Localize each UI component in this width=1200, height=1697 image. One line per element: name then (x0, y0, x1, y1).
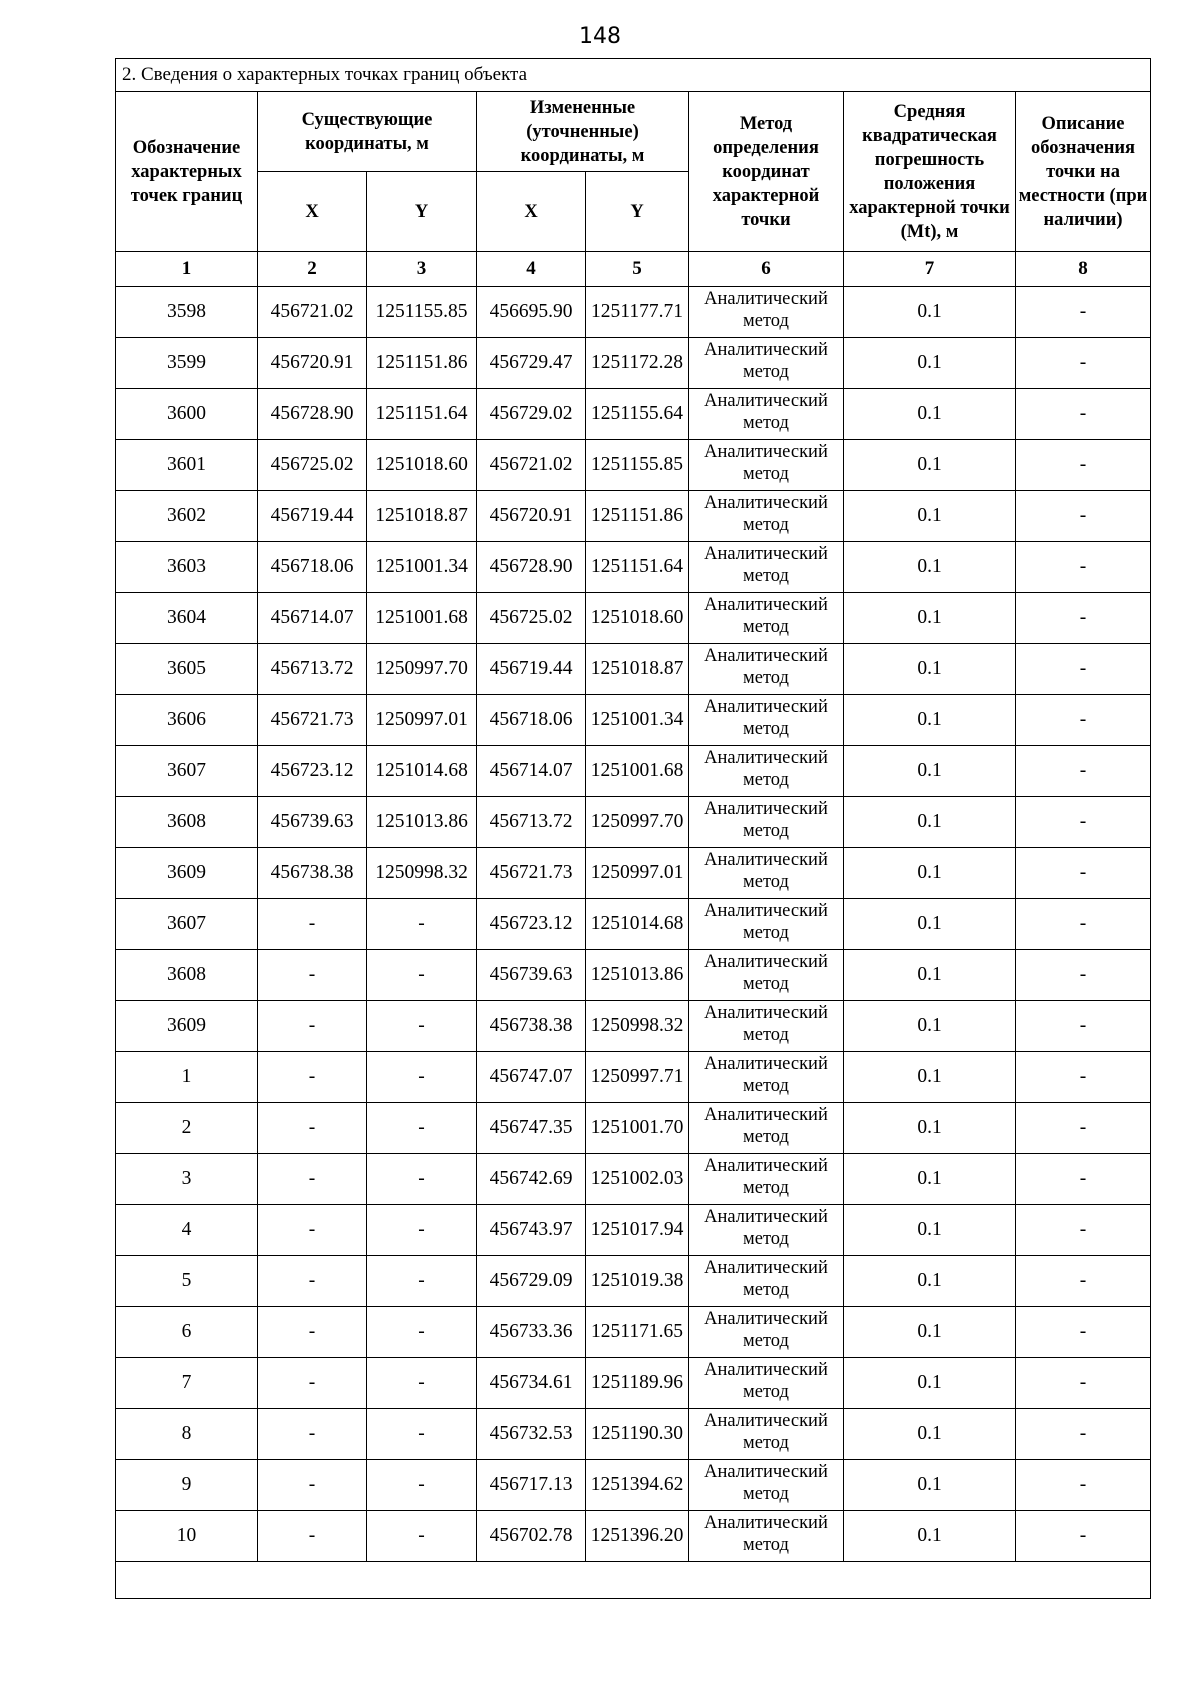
method-cell (689, 695, 844, 746)
method-line-1: Аналитический (704, 340, 828, 360)
method-cell (689, 1154, 844, 1205)
description-cell: - (1016, 848, 1151, 899)
existing-x-cell: 456721.02 (258, 287, 367, 338)
changed-x-cell: 456747.35 (477, 1103, 586, 1154)
point-cell: 3608 (116, 797, 258, 848)
existing-x-cell: - (258, 950, 367, 1001)
method-line-1: Аналитический (704, 901, 828, 921)
method-line-1: Аналитический (704, 1360, 828, 1380)
existing-y-cell: - (367, 950, 477, 1001)
accuracy-cell: 0.1 (844, 1154, 1016, 1205)
changed-x-cell: 456728.90 (477, 542, 586, 593)
accuracy-cell: 0.1 (844, 542, 1016, 593)
method-line-2: метод (743, 617, 789, 637)
description-cell: - (1016, 1307, 1151, 1358)
existing-x-cell: - (258, 1460, 367, 1511)
method-cell (689, 593, 844, 644)
method-cell (689, 1205, 844, 1256)
method-line-1: Аналитический (704, 1156, 828, 1176)
existing-y-cell: 1251001.34 (367, 542, 477, 593)
description-cell: - (1016, 1409, 1151, 1460)
method-line-2: метод (743, 1331, 789, 1351)
existing-y-cell: 1251014.68 (367, 746, 477, 797)
changed-x-cell: 456713.72 (477, 797, 586, 848)
description-cell: - (1016, 1511, 1151, 1562)
changed-y-cell: 1251171.65 (586, 1307, 689, 1358)
description-cell: - (1016, 542, 1151, 593)
column-number: 6 (689, 252, 844, 287)
existing-x-cell: 456714.07 (258, 593, 367, 644)
existing-y-cell: - (367, 1460, 477, 1511)
method-line-2: метод (743, 974, 789, 994)
accuracy-cell: 0.1 (844, 1256, 1016, 1307)
description-cell: - (1016, 1460, 1151, 1511)
description-cell: - (1016, 440, 1151, 491)
existing-y-cell: 1251151.86 (367, 338, 477, 389)
changed-y-cell: 1251018.60 (586, 593, 689, 644)
accuracy-cell: 0.1 (844, 440, 1016, 491)
header-changed-x: X (477, 172, 586, 252)
existing-y-cell: 1251151.64 (367, 389, 477, 440)
table-row (116, 1511, 1151, 1562)
method-cell (689, 848, 844, 899)
existing-x-cell: - (258, 1256, 367, 1307)
table-row (116, 1307, 1151, 1358)
description-cell: - (1016, 389, 1151, 440)
existing-x-cell: 456713.72 (258, 644, 367, 695)
changed-y-cell: 1251189.96 (586, 1358, 689, 1409)
table-row (116, 848, 1151, 899)
table-row (116, 338, 1151, 389)
method-cell (689, 950, 844, 1001)
existing-y-cell: - (367, 1256, 477, 1307)
changed-y-cell: 1251001.68 (586, 746, 689, 797)
changed-y-cell: 1250998.32 (586, 1001, 689, 1052)
table-row (116, 1154, 1151, 1205)
method-line-2: метод (743, 1025, 789, 1045)
method-cell (689, 491, 844, 542)
existing-y-cell: - (367, 1511, 477, 1562)
method-line-2: метод (743, 464, 789, 484)
changed-x-cell: 456721.73 (477, 848, 586, 899)
header-changed-y: Y (586, 172, 689, 252)
changed-x-cell: 456695.90 (477, 287, 586, 338)
existing-x-cell: 456738.38 (258, 848, 367, 899)
table-row (116, 440, 1151, 491)
point-cell: 7 (116, 1358, 258, 1409)
accuracy-cell: 0.1 (844, 389, 1016, 440)
point-cell: 3606 (116, 695, 258, 746)
existing-y-cell: 1251018.87 (367, 491, 477, 542)
existing-y-cell: 1251001.68 (367, 593, 477, 644)
accuracy-cell: 0.1 (844, 593, 1016, 644)
method-line-2: метод (743, 923, 789, 943)
method-cell (689, 1052, 844, 1103)
changed-y-cell: 1251155.85 (586, 440, 689, 491)
trailing-empty-row (116, 1562, 1151, 1599)
existing-x-cell: - (258, 1511, 367, 1562)
description-cell: - (1016, 644, 1151, 695)
method-cell (689, 1103, 844, 1154)
point-cell: 3603 (116, 542, 258, 593)
changed-y-cell: 1251002.03 (586, 1154, 689, 1205)
changed-y-cell: 1251394.62 (586, 1460, 689, 1511)
table-body (116, 287, 1151, 1562)
boundary-points-table (115, 58, 1151, 1599)
existing-y-cell: 1251018.60 (367, 440, 477, 491)
method-cell (689, 746, 844, 797)
changed-x-cell: 456721.02 (477, 440, 586, 491)
point-cell: 1 (116, 1052, 258, 1103)
existing-x-cell: 456719.44 (258, 491, 367, 542)
method-line-1: Аналитический (704, 1258, 828, 1278)
accuracy-cell: 0.1 (844, 1001, 1016, 1052)
point-cell: 5 (116, 1256, 258, 1307)
existing-x-cell: 456718.06 (258, 542, 367, 593)
existing-y-cell: - (367, 1307, 477, 1358)
description-cell: - (1016, 1154, 1151, 1205)
point-cell: 9 (116, 1460, 258, 1511)
header-method: Метод определения координат характерной точки (689, 92, 844, 252)
method-line-2: метод (743, 872, 789, 892)
existing-y-cell: 1250997.70 (367, 644, 477, 695)
method-line-1: Аналитический (704, 850, 828, 870)
method-line-2: метод (743, 515, 789, 535)
table-row (116, 287, 1151, 338)
changed-y-cell: 1251013.86 (586, 950, 689, 1001)
table-row (116, 797, 1151, 848)
description-cell: - (1016, 1052, 1151, 1103)
method-cell (689, 797, 844, 848)
method-line-1: Аналитический (704, 1054, 828, 1074)
changed-y-cell: 1251001.70 (586, 1103, 689, 1154)
changed-x-cell: 456723.12 (477, 899, 586, 950)
method-cell (689, 440, 844, 491)
changed-x-cell: 456739.63 (477, 950, 586, 1001)
changed-x-cell: 456738.38 (477, 1001, 586, 1052)
changed-y-cell: 1251014.68 (586, 899, 689, 950)
method-line-1: Аналитический (704, 1003, 828, 1023)
method-cell (689, 899, 844, 950)
column-number: 2 (258, 252, 367, 287)
changed-x-cell: 456725.02 (477, 593, 586, 644)
changed-y-cell: 1251172.28 (586, 338, 689, 389)
method-line-2: метод (743, 413, 789, 433)
changed-x-cell: 456734.61 (477, 1358, 586, 1409)
point-cell: 4 (116, 1205, 258, 1256)
description-cell: - (1016, 1205, 1151, 1256)
existing-y-cell: - (367, 1358, 477, 1409)
changed-x-cell: 456729.47 (477, 338, 586, 389)
accuracy-cell: 0.1 (844, 848, 1016, 899)
accuracy-cell: 0.1 (844, 1103, 1016, 1154)
existing-y-cell: - (367, 1205, 477, 1256)
existing-x-cell: 456739.63 (258, 797, 367, 848)
existing-x-cell: - (258, 1052, 367, 1103)
column-number: 5 (586, 252, 689, 287)
empty-cell (116, 1562, 1151, 1599)
existing-y-cell: - (367, 1409, 477, 1460)
method-cell (689, 1256, 844, 1307)
method-line-2: метод (743, 1178, 789, 1198)
method-line-1: Аналитический (704, 646, 828, 666)
changed-x-cell: 456747.07 (477, 1052, 586, 1103)
page-number: 148 (579, 24, 621, 49)
table-row (116, 1460, 1151, 1511)
accuracy-cell: 0.1 (844, 746, 1016, 797)
existing-x-cell: 456721.73 (258, 695, 367, 746)
description-cell: - (1016, 1103, 1151, 1154)
method-line-2: метод (743, 1280, 789, 1300)
changed-y-cell: 1251190.30 (586, 1409, 689, 1460)
header-existing-y: Y (367, 172, 477, 252)
existing-x-cell: 456725.02 (258, 440, 367, 491)
method-line-1: Аналитический (704, 1513, 828, 1533)
method-line-2: метод (743, 566, 789, 586)
changed-x-cell: 456714.07 (477, 746, 586, 797)
method-line-1: Аналитический (704, 748, 828, 768)
changed-y-cell: 1250997.70 (586, 797, 689, 848)
accuracy-cell: 0.1 (844, 899, 1016, 950)
changed-y-cell: 1251177.71 (586, 287, 689, 338)
table-row (116, 1205, 1151, 1256)
point-cell: 3 (116, 1154, 258, 1205)
method-line-1: Аналитический (704, 1411, 828, 1431)
method-line-2: метод (743, 1484, 789, 1504)
method-line-2: метод (743, 1076, 789, 1096)
existing-x-cell: - (258, 1358, 367, 1409)
point-cell: 3600 (116, 389, 258, 440)
method-line-1: Аналитический (704, 493, 828, 513)
accuracy-cell: 0.1 (844, 1205, 1016, 1256)
table-row (116, 1358, 1151, 1409)
point-cell: 10 (116, 1511, 258, 1562)
point-cell: 3604 (116, 593, 258, 644)
method-cell (689, 542, 844, 593)
existing-y-cell: 1250997.01 (367, 695, 477, 746)
description-cell: - (1016, 797, 1151, 848)
method-line-1: Аналитический (704, 952, 828, 972)
existing-x-cell: 456720.91 (258, 338, 367, 389)
method-line-2: метод (743, 770, 789, 790)
changed-x-cell: 456742.69 (477, 1154, 586, 1205)
changed-y-cell: 1250997.01 (586, 848, 689, 899)
method-cell (689, 287, 844, 338)
table-row (116, 491, 1151, 542)
point-cell: 3605 (116, 644, 258, 695)
accuracy-cell: 0.1 (844, 1052, 1016, 1103)
method-line-2: метод (743, 821, 789, 841)
point-cell: 2 (116, 1103, 258, 1154)
existing-x-cell: - (258, 1154, 367, 1205)
description-cell: - (1016, 491, 1151, 542)
table-row (116, 1409, 1151, 1460)
method-line-2: метод (743, 1433, 789, 1453)
table-row (116, 389, 1151, 440)
table-row (116, 542, 1151, 593)
section-title: 2. Сведения о характерных точках границ объекта (116, 59, 1151, 92)
column-number: 7 (844, 252, 1016, 287)
method-line-1: Аналитический (704, 1462, 828, 1482)
method-cell (689, 1409, 844, 1460)
method-line-1: Аналитический (704, 544, 828, 564)
existing-y-cell: - (367, 1052, 477, 1103)
point-cell: 6 (116, 1307, 258, 1358)
description-cell: - (1016, 746, 1151, 797)
description-cell: - (1016, 1358, 1151, 1409)
accuracy-cell: 0.1 (844, 1409, 1016, 1460)
existing-y-cell: - (367, 1154, 477, 1205)
existing-x-cell: - (258, 1205, 367, 1256)
description-cell: - (1016, 287, 1151, 338)
changed-x-cell: 456729.09 (477, 1256, 586, 1307)
changed-y-cell: 1251019.38 (586, 1256, 689, 1307)
changed-x-cell: 456743.97 (477, 1205, 586, 1256)
column-number: 1 (116, 252, 258, 287)
header-existing-x: X (258, 172, 367, 252)
header-designation: Обозначение характерных точек границ (116, 92, 258, 252)
point-cell: 3599 (116, 338, 258, 389)
point-cell: 3601 (116, 440, 258, 491)
point-cell: 3609 (116, 1001, 258, 1052)
method-cell (689, 1307, 844, 1358)
changed-x-cell: 456720.91 (477, 491, 586, 542)
existing-y-cell: - (367, 1103, 477, 1154)
existing-y-cell: 1251155.85 (367, 287, 477, 338)
table-row (116, 950, 1151, 1001)
header-description: Описание обозначения точки на местности (при наличии) (1016, 92, 1151, 252)
existing-y-cell: 1250998.32 (367, 848, 477, 899)
accuracy-cell: 0.1 (844, 950, 1016, 1001)
column-number: 3 (367, 252, 477, 287)
method-cell (689, 389, 844, 440)
method-line-2: метод (743, 1229, 789, 1249)
method-line-1: Аналитический (704, 799, 828, 819)
changed-x-cell: 456718.06 (477, 695, 586, 746)
changed-x-cell: 456717.13 (477, 1460, 586, 1511)
existing-x-cell: - (258, 899, 367, 950)
changed-x-cell: 456729.02 (477, 389, 586, 440)
method-line-1: Аналитический (704, 1207, 828, 1227)
description-cell: - (1016, 338, 1151, 389)
existing-y-cell: - (367, 899, 477, 950)
accuracy-cell: 0.1 (844, 644, 1016, 695)
table-row (116, 746, 1151, 797)
accuracy-cell: 0.1 (844, 491, 1016, 542)
method-line-1: Аналитический (704, 289, 828, 309)
existing-y-cell: 1251013.86 (367, 797, 477, 848)
method-line-1: Аналитический (704, 1309, 828, 1329)
point-cell: 3602 (116, 491, 258, 542)
header-changed-coordinates: Измененные (уточненные) координаты, м (477, 92, 689, 172)
method-line-1: Аналитический (704, 697, 828, 717)
method-line-1: Аналитический (704, 391, 828, 411)
description-cell: - (1016, 593, 1151, 644)
existing-x-cell: - (258, 1001, 367, 1052)
accuracy-cell: 0.1 (844, 287, 1016, 338)
changed-x-cell: 456719.44 (477, 644, 586, 695)
table-row (116, 899, 1151, 950)
existing-x-cell: 456723.12 (258, 746, 367, 797)
accuracy-cell: 0.1 (844, 1307, 1016, 1358)
changed-y-cell: 1250997.71 (586, 1052, 689, 1103)
changed-x-cell: 456732.53 (477, 1409, 586, 1460)
method-cell (689, 338, 844, 389)
column-number: 4 (477, 252, 586, 287)
changed-y-cell: 1251001.34 (586, 695, 689, 746)
point-cell: 3598 (116, 287, 258, 338)
point-cell: 3607 (116, 899, 258, 950)
changed-y-cell: 1251155.64 (586, 389, 689, 440)
changed-y-cell: 1251396.20 (586, 1511, 689, 1562)
method-line-1: Аналитический (704, 442, 828, 462)
method-line-2: метод (743, 719, 789, 739)
point-cell: 8 (116, 1409, 258, 1460)
accuracy-cell: 0.1 (844, 1460, 1016, 1511)
table-row (116, 1103, 1151, 1154)
table-row (116, 644, 1151, 695)
method-line-2: метод (743, 1382, 789, 1402)
method-cell (689, 1358, 844, 1409)
method-line-2: метод (743, 1535, 789, 1555)
header-existing-coordinates: Существующие координаты, м (258, 92, 477, 172)
changed-x-cell: 456702.78 (477, 1511, 586, 1562)
description-cell: - (1016, 1001, 1151, 1052)
point-cell: 3607 (116, 746, 258, 797)
table-row (116, 1256, 1151, 1307)
method-line-2: метод (743, 1127, 789, 1147)
method-cell (689, 1511, 844, 1562)
existing-y-cell: - (367, 1001, 477, 1052)
method-cell (689, 1460, 844, 1511)
changed-y-cell: 1251151.86 (586, 491, 689, 542)
description-cell: - (1016, 1256, 1151, 1307)
accuracy-cell: 0.1 (844, 1511, 1016, 1562)
existing-x-cell: 456728.90 (258, 389, 367, 440)
description-cell: - (1016, 695, 1151, 746)
accuracy-cell: 0.1 (844, 797, 1016, 848)
method-line-2: метод (743, 311, 789, 331)
method-line-1: Аналитический (704, 595, 828, 615)
table-row (116, 593, 1151, 644)
column-number: 8 (1016, 252, 1151, 287)
accuracy-cell: 0.1 (844, 1358, 1016, 1409)
method-line-2: метод (743, 668, 789, 688)
description-cell: - (1016, 950, 1151, 1001)
accuracy-cell: 0.1 (844, 338, 1016, 389)
method-cell (689, 644, 844, 695)
method-cell (689, 1001, 844, 1052)
description-cell: - (1016, 899, 1151, 950)
accuracy-cell: 0.1 (844, 695, 1016, 746)
point-cell: 3609 (116, 848, 258, 899)
existing-x-cell: - (258, 1307, 367, 1358)
changed-y-cell: 1251017.94 (586, 1205, 689, 1256)
method-line-2: метод (743, 362, 789, 382)
changed-x-cell: 456733.36 (477, 1307, 586, 1358)
table-row (116, 1052, 1151, 1103)
existing-x-cell: - (258, 1103, 367, 1154)
table-row (116, 1001, 1151, 1052)
header-accuracy: Средняя квадратическая погрешность положения характерной точки (Mt), м (844, 92, 1016, 252)
method-line-1: Аналитический (704, 1105, 828, 1125)
changed-y-cell: 1251151.64 (586, 542, 689, 593)
changed-y-cell: 1251018.87 (586, 644, 689, 695)
point-cell: 3608 (116, 950, 258, 1001)
table-row (116, 695, 1151, 746)
existing-x-cell: - (258, 1409, 367, 1460)
